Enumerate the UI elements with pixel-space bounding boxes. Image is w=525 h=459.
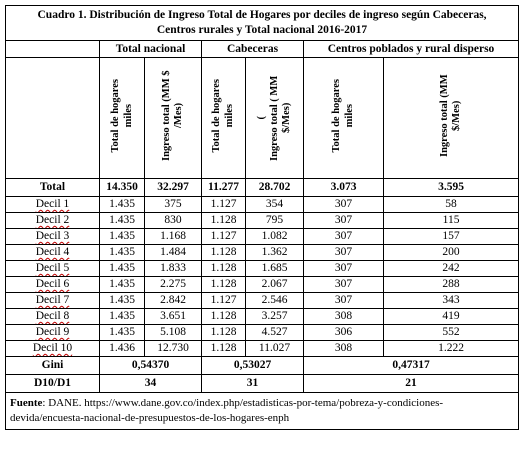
corner-cell-2 (6, 58, 100, 179)
decile-cell: 1.833 (145, 261, 202, 277)
header-cab-ingreso-b: Ingreso total ( MM $/Mes) (269, 75, 292, 161)
decile-row (6, 261, 519, 277)
decile-cell: 1.435 (100, 261, 145, 277)
decile-label (6, 277, 100, 293)
decile-cell: 1.435 (100, 293, 145, 309)
decile-label (6, 245, 100, 261)
header-rur-hogares-a: Total de hogares (331, 78, 342, 153)
total-label: Total (6, 179, 100, 197)
decile-cell: 1.222 (384, 341, 519, 357)
decile-cell: 307 (304, 261, 384, 277)
decile-cell: 795 (246, 213, 304, 229)
decile-cell: 4.527 (246, 325, 304, 341)
ratio-label: D10/D1 (6, 375, 100, 393)
decile-cell: 552 (384, 325, 519, 341)
group-header-row (6, 41, 519, 58)
decile-cell: 1.128 (202, 309, 246, 325)
header-tn-hogares-a: Total de hogares (109, 78, 121, 153)
decile-cell: 308 (304, 309, 384, 325)
source-row (6, 393, 519, 430)
decile-cell: 11.027 (246, 341, 304, 357)
header-cab-ingreso (246, 58, 304, 179)
decile-row (6, 245, 519, 261)
header-rur-hogares (304, 58, 384, 179)
decile-cell: 307 (304, 197, 384, 213)
decile-cell: 1.435 (100, 229, 145, 245)
total-row (6, 179, 519, 197)
total-cell: 32.297 (145, 179, 202, 197)
total-cell: 14.350 (100, 179, 145, 197)
decile-label-text: Decil 10 (32, 342, 73, 354)
header-cab-hogares (202, 58, 246, 179)
source-text: : DANE. https://www.dane.gov.co/index.php/estadisticas-por-tema/pobreza-y-condiciones-devida/encuesta-nacional-de-presupuestos-de-los-hogares-enph (10, 397, 444, 424)
decile-label (6, 229, 100, 245)
decile-cell: 1.127 (202, 293, 246, 309)
ratio-cabeceras: 31 (202, 375, 304, 393)
decile-label (6, 341, 100, 357)
total-cell: 3.073 (304, 179, 384, 197)
decile-row (6, 197, 519, 213)
ratio-row (6, 375, 519, 393)
corner-cell (6, 41, 100, 58)
decile-cell: 419 (384, 309, 519, 325)
decile-cell: 306 (304, 325, 384, 341)
decile-row (6, 293, 519, 309)
document (5, 5, 518, 454)
gini-label: Gini (6, 357, 100, 375)
source-prefix: Fuente (10, 397, 43, 409)
decile-label (6, 309, 100, 325)
decile-label (6, 261, 100, 277)
decile-label-text: Decil 8 (35, 310, 70, 322)
decile-row (6, 341, 519, 357)
gini-rural: 0,47317 (304, 357, 519, 375)
header-rur-hogares-b: miles (344, 103, 355, 128)
table-caption (6, 6, 519, 41)
header-tn-ingreso-text: Ingreso total (MM $ /Mes) (161, 70, 184, 161)
decile-row (6, 309, 519, 325)
decile-cell: 1.128 (202, 341, 246, 357)
decile-cell: 2.275 (145, 277, 202, 293)
total-cell: 3.595 (384, 179, 519, 197)
decile-label (6, 325, 100, 341)
decile-cell: 1.168 (145, 229, 202, 245)
decile-cell: 307 (304, 229, 384, 245)
decile-cell: 2.067 (246, 277, 304, 293)
total-cell: 11.277 (202, 179, 246, 197)
decile-cell: 115 (384, 213, 519, 229)
decile-cell: 3.651 (145, 309, 202, 325)
group-total-nacional: Total nacional (100, 41, 202, 58)
decile-label-text: Decil 6 (35, 278, 70, 290)
decile-cell: 2.546 (246, 293, 304, 309)
decile-cell: 157 (384, 229, 519, 245)
source-note (6, 393, 519, 430)
header-tn-hogares (100, 58, 145, 179)
decile-cell: 288 (384, 277, 519, 293)
decile-row (6, 325, 519, 341)
decile-cell: 354 (246, 197, 304, 213)
decile-rows (6, 197, 519, 357)
decile-cell: 308 (304, 341, 384, 357)
header-cab-ingreso-a: ( (256, 116, 267, 120)
subheader-row (6, 58, 519, 179)
decile-label-text: Decil 4 (35, 246, 70, 258)
decile-cell: 2.842 (145, 293, 202, 309)
decile-cell: 5.108 (145, 325, 202, 341)
header-rur-ingreso-text: Ingreso total (MM $/Mes) (439, 74, 463, 157)
decile-cell: 1.435 (100, 325, 145, 341)
decile-cell: 830 (145, 213, 202, 229)
decile-cell: 58 (384, 197, 519, 213)
decile-cell: 307 (304, 213, 384, 229)
group-rural: Centros poblados y rural disperso (304, 41, 519, 58)
decile-cell: 1.435 (100, 309, 145, 325)
decile-cell: 1.128 (202, 261, 246, 277)
decile-cell: 1.128 (202, 325, 246, 341)
total-cell: 28.702 (246, 179, 304, 197)
decile-label-text: Decil 2 (35, 214, 70, 226)
decile-cell: 1.435 (100, 277, 145, 293)
decile-label (6, 293, 100, 309)
header-tn-hogares-b: miles (122, 103, 134, 128)
decile-label-text: Decil 9 (35, 326, 70, 338)
decile-cell: 343 (384, 293, 519, 309)
decile-label (6, 197, 100, 213)
gini-total-nacional: 0,54370 (100, 357, 202, 375)
group-cabeceras: Cabeceras (202, 41, 304, 58)
decile-cell: 1.128 (202, 213, 246, 229)
gini-row (6, 357, 519, 375)
decile-row (6, 229, 519, 245)
gini-cabeceras: 0,53027 (202, 357, 304, 375)
ratio-rural: 21 (304, 375, 519, 393)
ratio-total-nacional: 34 (100, 375, 202, 393)
decile-cell: 1.362 (246, 245, 304, 261)
decile-cell: 307 (304, 245, 384, 261)
decile-label-text: Decil 3 (35, 230, 70, 242)
decile-cell: 242 (384, 261, 519, 277)
header-tn-ingreso (145, 58, 202, 179)
decile-cell: 1.127 (202, 197, 246, 213)
decile-row (6, 277, 519, 293)
decile-cell: 1.685 (246, 261, 304, 277)
header-cab-hogares-a: Total de hogares (211, 78, 222, 153)
caption-line-1: Cuadro 1. Distribución de Ingreso Total de Hogares por deciles de ingreso según Cabeceras, (37, 9, 487, 21)
decile-cell: 307 (304, 293, 384, 309)
caption-line-2: Centros rurales y Total nacional 2016-2017 (156, 23, 368, 36)
decile-cell: 1.128 (202, 277, 246, 293)
caption-row (6, 6, 519, 41)
decile-cell: 1.435 (100, 213, 145, 229)
header-rur-ingreso (384, 58, 519, 179)
decile-cell: 200 (384, 245, 519, 261)
decile-label-text: Decil 7 (35, 294, 70, 306)
decile-cell: 1.435 (100, 197, 145, 213)
decile-label-text: Decil 5 (35, 262, 70, 274)
decile-cell: 375 (145, 197, 202, 213)
decile-cell: 307 (304, 277, 384, 293)
decile-label-text: Decil 1 (35, 198, 70, 210)
decile-cell: 1.435 (100, 245, 145, 261)
decile-cell: 1.484 (145, 245, 202, 261)
decile-cell: 1.436 (100, 341, 145, 357)
decile-cell: 1.127 (202, 229, 246, 245)
decile-cell: 1.128 (202, 245, 246, 261)
income-distribution-table (5, 5, 519, 430)
decile-cell: 1.082 (246, 229, 304, 245)
decile-cell: 3.257 (246, 309, 304, 325)
decile-row (6, 213, 519, 229)
decile-cell: 12.730 (145, 341, 202, 357)
header-cab-hogares-b: miles (224, 103, 235, 128)
decile-label (6, 213, 100, 229)
